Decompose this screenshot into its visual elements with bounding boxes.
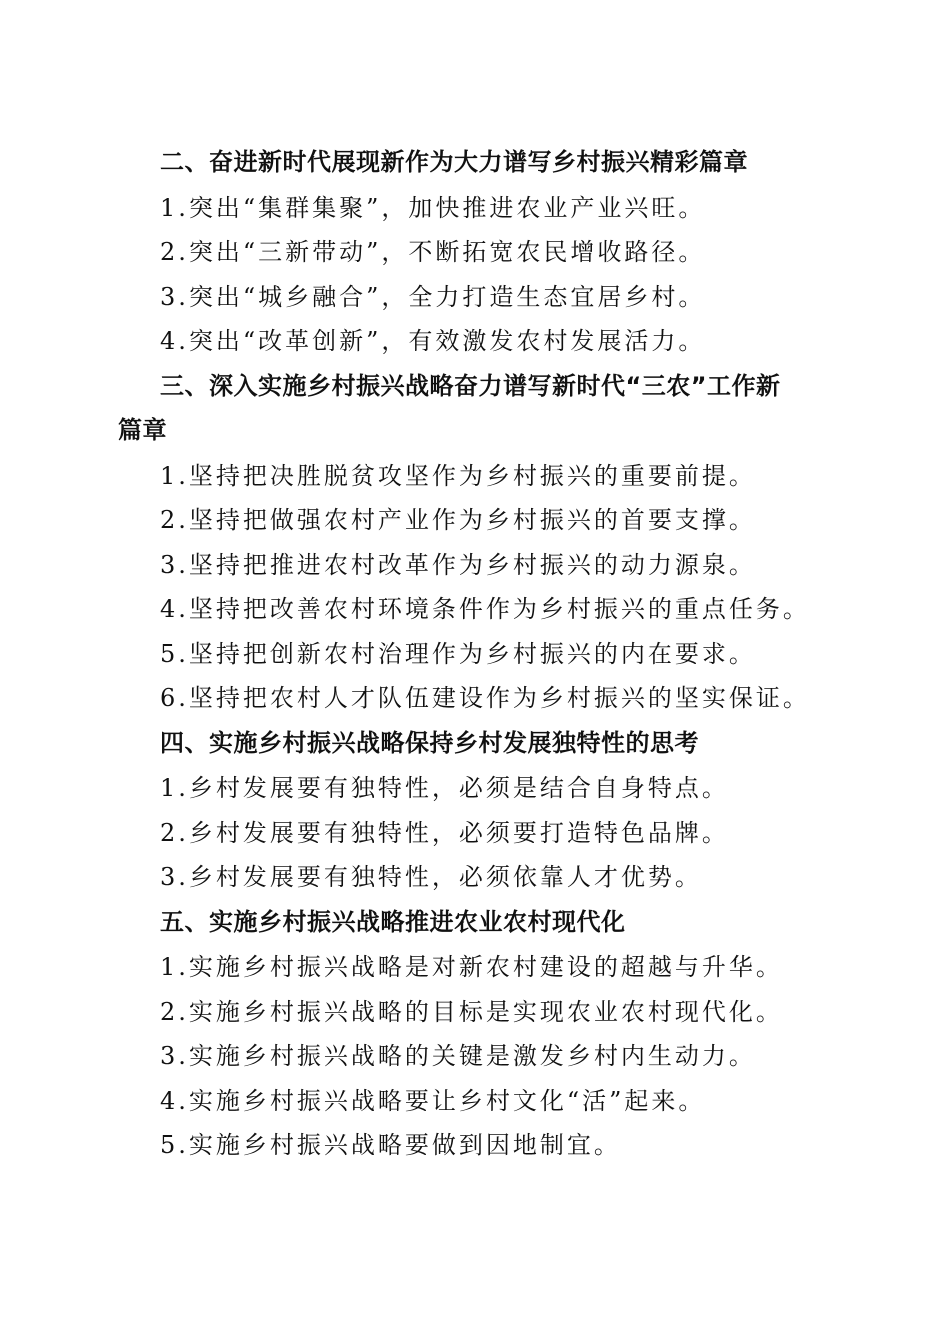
list-item: 2.乡村发展要有独特性，必须要打造特色品牌。 [160,819,729,847]
list-item: 3.乡村发展要有独特性，必须依靠人才优势。 [160,863,702,891]
list-item: 6.坚持把农村人才队伍建设作为乡村振兴的坚实保证。 [160,684,810,712]
list-item: 2.坚持把做强农村产业作为乡村振兴的首要支撑。 [160,506,756,534]
list-item: 4.实施乡村振兴战略要让乡村文化“活”起来。 [160,1087,706,1115]
section-heading: 四、实施乡村振兴战略保持乡村发展独特性的思考 [160,729,699,757]
section-heading: 五、实施乡村振兴战略推进农业农村现代化 [160,908,626,936]
list-item: 1.实施乡村振兴战略是对新农村建设的超越与升华。 [160,953,783,981]
section-heading: 三、深入实施乡村振兴战略奋力谱写新时代“三农”工作新 [160,372,781,400]
list-item: 3.突出“城乡融合”，全力打造生态宜居乡村。 [160,283,706,311]
list-item: 4.坚持把改善农村环境条件作为乡村振兴的重点任务。 [160,595,810,623]
list-item: 4.突出“改革创新”，有效激发农村发展活力。 [160,327,706,355]
list-item: 3.实施乡村振兴战略的关键是激发乡村内生动力。 [160,1042,756,1070]
section-heading: 二、奋进新时代展现新作为大力谱写乡村振兴精彩篇章 [160,148,748,176]
list-item: 1.突出“集群集聚”，加快推进农业产业兴旺。 [160,194,706,222]
list-item: 5.坚持把创新农村治理作为乡村振兴的内在要求。 [160,640,756,668]
list-item: 2.实施乡村振兴战略的目标是实现农业农村现代化。 [160,998,783,1026]
list-item: 3.坚持把推进农村改革作为乡村振兴的动力源泉。 [160,551,756,579]
section-heading-continuation: 篇章 [118,416,167,444]
list-item: 1.坚持把决胜脱贫攻坚作为乡村振兴的重要前提。 [160,462,756,490]
list-item: 2.突出“三新带动”，不断拓宽农民增收路径。 [160,238,706,266]
list-item: 1.乡村发展要有独特性，必须是结合自身特点。 [160,774,729,802]
list-item: 5.实施乡村振兴战略要做到因地制宜。 [160,1131,621,1159]
